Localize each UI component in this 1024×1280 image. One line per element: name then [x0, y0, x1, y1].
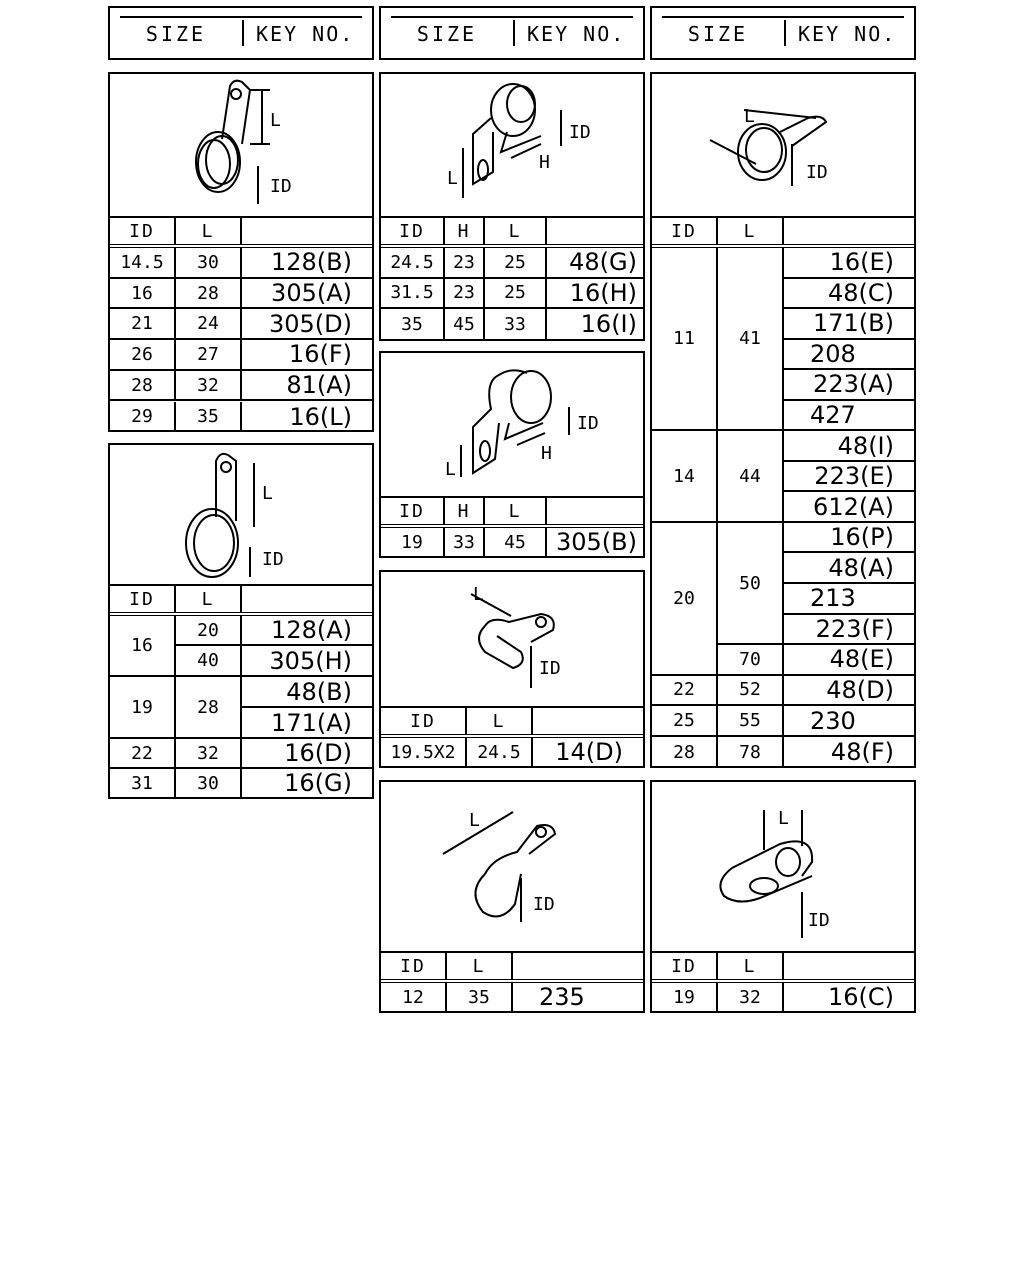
table-cell-id: 31.5 [381, 279, 445, 310]
table-cell-h: 45 [445, 309, 485, 340]
clamp-figure [381, 353, 643, 498]
table-cell-id: 26 [110, 340, 176, 371]
table-cell-l: 24 [176, 309, 242, 340]
clamp-panel-loop-tab [108, 72, 374, 432]
table-cell-key: 16(P) [784, 523, 914, 554]
table-cell-l: 45 [485, 528, 547, 556]
offset-clamp-drawing [381, 74, 643, 216]
clamp-figure [652, 782, 914, 953]
dim-l-label: L [270, 110, 281, 131]
table-cell-id: 19 [381, 528, 445, 556]
table-cell-key: 171(A) [242, 708, 372, 739]
table-cell-id: 22 [110, 739, 176, 769]
table-cell-key: 48(C) [784, 279, 914, 310]
table-cell-id: 11 [652, 248, 718, 431]
table-cell-l: 44 [718, 431, 784, 523]
clamp-panel-offset-double [379, 72, 645, 341]
table-cell-h: 23 [445, 279, 485, 310]
table-cell-key: 14(D) [555, 738, 623, 766]
dim-h-label: H [539, 152, 550, 173]
table-cell-id: 14.5 [110, 248, 176, 279]
table-cell-key: 16(F) [242, 340, 372, 371]
col-key [547, 218, 643, 244]
table-cell-l: 32 [176, 739, 242, 769]
header-rule [662, 16, 904, 18]
column-header-row [652, 953, 914, 983]
table-cell-key: 171(B) [784, 309, 914, 340]
header-rule [120, 16, 362, 18]
clamp-panel-round-tab [108, 443, 374, 799]
key-no-label: KEY NO. [798, 22, 897, 46]
table-cell-key: 81(A) [242, 371, 372, 402]
column-header-row [110, 586, 372, 616]
col-l: L [176, 586, 242, 612]
col-key [784, 953, 914, 979]
table-cell-l: 78 [718, 737, 784, 768]
column-header-row [110, 218, 372, 248]
table-cell-key: 48(D) [784, 676, 914, 707]
flat-loop-clamp-drawing [652, 782, 914, 951]
round-clamp-drawing [110, 445, 372, 584]
table-cell-key: 305(A) [242, 279, 372, 310]
table-cell-key: 223(F) [784, 615, 914, 646]
table-cell-l: 30 [176, 248, 242, 279]
col-id: ID [381, 498, 445, 524]
table-cell-id: 22 [652, 676, 718, 707]
clamp-panel-offset-single [379, 351, 645, 558]
key-no-label: KEY NO. [527, 22, 626, 46]
dim-id-label: ID [270, 176, 292, 197]
table-cell-id: 29 [110, 402, 176, 433]
table-cell-l: 41 [718, 248, 784, 431]
offset-single-clamp-drawing [381, 353, 643, 496]
table-cell-key: 16(H) [547, 279, 643, 310]
col-key [242, 218, 372, 244]
size-label: SIZE [687, 22, 749, 46]
col-l: L [718, 953, 784, 979]
col-id: ID [381, 708, 467, 734]
col-id: ID [381, 953, 447, 979]
clamp-figure [110, 445, 372, 586]
col-id: ID [652, 218, 718, 244]
table-cell-l: 35 [447, 983, 513, 1011]
col-key [784, 218, 914, 244]
table-cell-id: 25 [652, 706, 718, 737]
table-cell-id: 14 [652, 431, 718, 523]
table-cell-key: 230 [784, 706, 914, 737]
table-cell-l: 40 [176, 646, 242, 677]
table-cell-key: 128(A) [242, 616, 372, 646]
table-cell-l: 35 [176, 402, 242, 433]
col-h: H [445, 498, 485, 524]
clamp-figure [652, 74, 914, 218]
flat-double-clamp-drawing [381, 572, 643, 706]
dim-l-label: L [473, 584, 484, 605]
col-key [242, 586, 372, 612]
table-cell-l: 28 [176, 279, 242, 310]
col-id: ID [110, 586, 176, 612]
table-cell-id: 28 [652, 737, 718, 768]
clamp-figure [381, 782, 643, 953]
col-h: H [445, 218, 485, 244]
table-cell-l: 70 [718, 645, 784, 676]
table-cell-id: 19 [652, 983, 718, 1011]
clamp-panel-flat-double [379, 570, 645, 768]
table-cell-l: 30 [176, 769, 242, 797]
table-cell-key: 223(E) [784, 462, 914, 493]
table-cell-key: 16(I) [580, 310, 637, 339]
table-cell-l: 55 [718, 706, 784, 737]
clamp-figure [381, 572, 643, 708]
table-cell-l: 32 [718, 983, 784, 1011]
col-id: ID [381, 218, 445, 244]
table-cell-key: 48(E) [784, 645, 914, 676]
table-cell-key: 213 [784, 584, 914, 615]
col-l: L [485, 218, 547, 244]
clamp-panel-p-type [379, 780, 645, 1013]
table-cell-l: 27 [176, 340, 242, 371]
table-cell-id: 20 [652, 523, 718, 676]
table-cell-key: 48(F) [830, 738, 894, 767]
p-clamp-drawing [381, 782, 643, 951]
clamp-panel-band-tab [650, 72, 916, 768]
table-cell-id: 31 [110, 769, 176, 797]
dim-id-label: ID [577, 413, 599, 434]
table-cell-key: 208 [784, 340, 914, 371]
table-cell-id: 16 [110, 616, 176, 677]
table-cell-l: 28 [176, 677, 242, 739]
table-cell-key: 48(I) [784, 431, 914, 462]
dim-l-label: L [469, 810, 480, 831]
table-cell-key: 16(C) [827, 983, 894, 1011]
size-label: SIZE [416, 22, 478, 46]
table-cell-h: 33 [445, 528, 485, 556]
dim-l-label: L [778, 808, 789, 829]
table-cell-key: 235 [539, 983, 585, 1011]
table-cell-key: 128(B) [242, 248, 372, 279]
col-key [547, 498, 643, 524]
table-cell-id: 19 [110, 677, 176, 739]
clamp-figure [110, 74, 372, 218]
column-header-row [381, 218, 643, 248]
table-cell-id: 35 [381, 309, 445, 340]
table-cell-l: 24.5 [467, 738, 533, 766]
table-cell-id: 19.5X2 [381, 738, 467, 766]
col-l: L [485, 498, 547, 524]
table-cell-id: 24.5 [381, 248, 445, 279]
column-header-row [652, 218, 914, 248]
col-id: ID [652, 953, 718, 979]
col-l: L [718, 218, 784, 244]
table-cell-key: 16(G) [284, 769, 352, 797]
table-cell-key: 612(A) [784, 492, 914, 523]
table-cell-h: 23 [445, 248, 485, 279]
dim-l-label: L [445, 459, 456, 480]
dim-l-label: L [262, 483, 273, 504]
size-key-header-1 [108, 6, 374, 60]
clamp-figure [381, 74, 643, 218]
table-cell-key: 48(A) [784, 554, 914, 585]
size-key-header-3 [650, 6, 916, 60]
col-key [513, 953, 643, 979]
table-cell-id: 12 [381, 983, 447, 1011]
dim-id-label: ID [569, 122, 591, 143]
dim-l-label: L [447, 168, 458, 189]
header-divider [513, 20, 515, 46]
loop-clamp-drawing [110, 74, 372, 216]
table-cell-key: 16(L) [289, 402, 352, 431]
table-cell-l: 33 [485, 309, 547, 340]
key-no-label: KEY NO. [256, 22, 355, 46]
table-cell-l: 52 [718, 676, 784, 707]
column-header-row [381, 953, 643, 983]
size-label: SIZE [145, 22, 207, 46]
header-rule [391, 16, 633, 18]
band-clamp-drawing [652, 74, 914, 216]
header-divider [784, 20, 786, 46]
table-cell-key: 427 [784, 401, 914, 432]
table-cell-key: 48(G) [547, 248, 643, 279]
col-l: L [467, 708, 533, 734]
table-cell-key: 305(D) [242, 309, 372, 340]
table-cell-l: 32 [176, 371, 242, 402]
col-id: ID [110, 218, 176, 244]
dim-id-label: ID [262, 549, 284, 570]
table-cell-key: 305(H) [242, 646, 372, 677]
dim-id-label: ID [533, 894, 555, 915]
dim-id-label: ID [539, 658, 561, 679]
table-cell-key: 16(D) [242, 739, 372, 769]
col-l: L [447, 953, 513, 979]
table-cell-key: 305(B) [556, 528, 637, 556]
dim-l-label: L [744, 106, 755, 127]
dim-id-label: ID [806, 162, 828, 183]
dim-id-label: ID [808, 910, 830, 931]
table-cell-l: 50 [718, 523, 784, 645]
col-key [533, 708, 643, 734]
table-cell-key: 16(E) [784, 248, 914, 279]
table-cell-l: 20 [176, 616, 242, 646]
table-cell-id: 28 [110, 371, 176, 402]
table-cell-key: 48(B) [242, 677, 372, 708]
table-cell-l: 25 [485, 279, 547, 310]
column-header-row [381, 708, 643, 738]
clamp-panel-flat-loop [650, 780, 916, 1013]
size-key-header-2 [379, 6, 645, 60]
dim-h-label: H [541, 443, 552, 464]
table-cell-key: 223(A) [784, 370, 914, 401]
table-cell-id: 21 [110, 309, 176, 340]
column-header-row [381, 498, 643, 528]
col-l: L [176, 218, 242, 244]
table-cell-id: 16 [110, 279, 176, 310]
header-divider [242, 20, 244, 46]
table-cell-l: 25 [485, 248, 547, 279]
